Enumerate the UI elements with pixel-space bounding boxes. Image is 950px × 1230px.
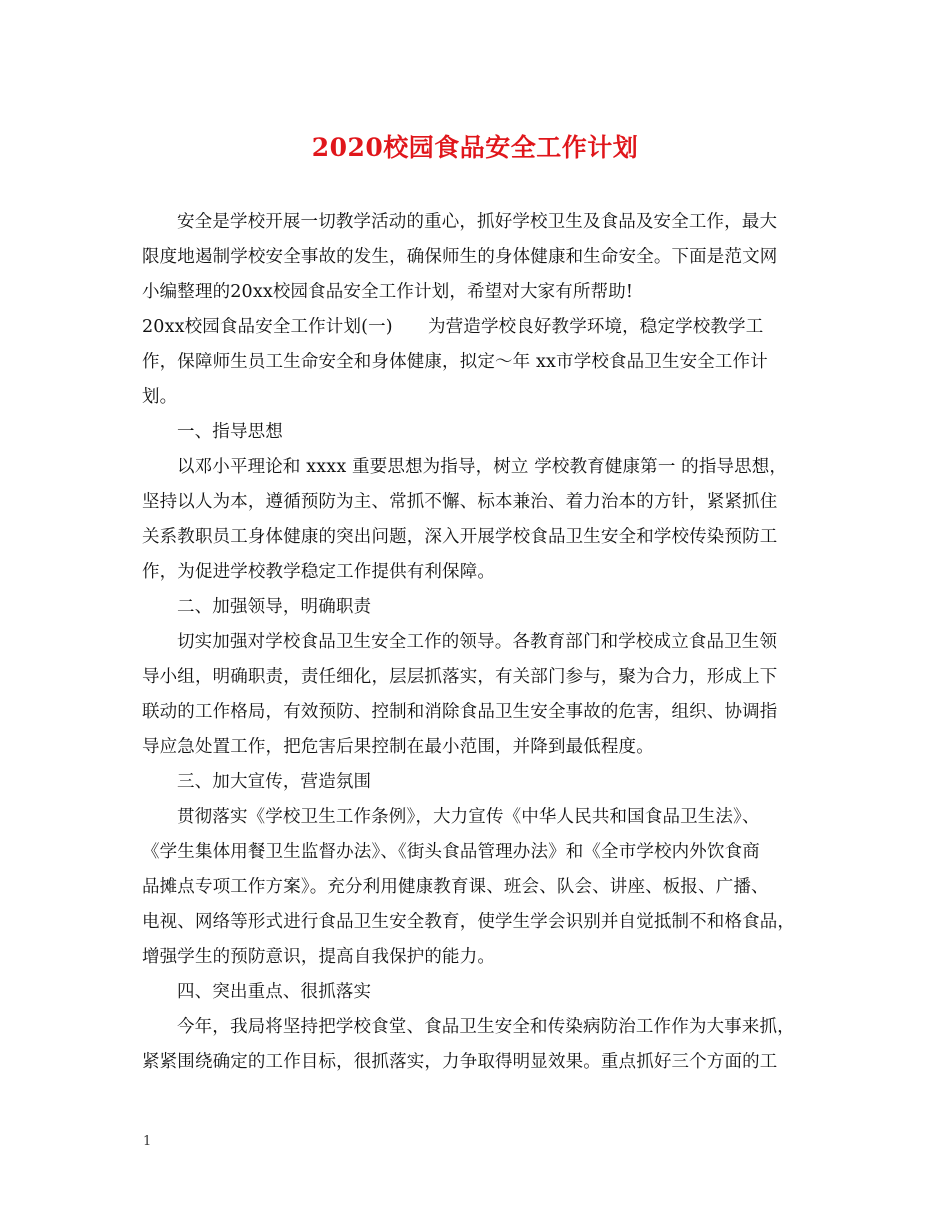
text-line: 切实加强对学校食品卫生安全工作的领导。各教育部门和学校成立食品卫生领 — [177, 632, 778, 652]
text-line: 作，保障师生员工生命安全和身体健康，拟定～年 xx市学校食品卫生安全工作计 — [142, 352, 768, 372]
text-line: 一、指导思想 — [177, 422, 283, 442]
text-line: 《学生集体用餐卫生监督办法》、《街头食品管理办法》和《全市学校内外饮食商 — [142, 842, 760, 862]
text-line: 品摊点专项工作方案》。充分利用健康教育课、班会、队会、讲座、板报、广播、 — [142, 877, 769, 897]
text-line: 坚持以人为本，遵循预防为主、常抓不懈、标本兼治、着力治本的方针，紧紧抓住 — [142, 492, 778, 512]
text-line: 四、突出重点、很抓落实 — [177, 982, 372, 1002]
text-line: 20xx校园食品安全工作计划(一) 为营造学校良好教学环境，稳定学校教学工 — [142, 317, 764, 337]
text-line: 联动的工作格局，有效预防、控制和消除食品卫生安全事故的危害，组织、协调指 — [142, 702, 778, 722]
text-line: 导应急处置工作，把危害后果控制在最小范围，并降到最低程度。 — [142, 737, 654, 757]
text-line: 作，为促进学校教学稳定工作提供有利保障。 — [142, 562, 495, 582]
text-line: 限度地遏制学校安全事故的发生，确保师生的身体健康和生命安全。下面是范文网 — [142, 247, 778, 267]
text-line: 贯彻落实《学校卫生工作条例》，大力宣传《中华人民共和国食品卫生法》、 — [177, 807, 760, 827]
text-line: 导小组，明确职责，责任细化，层层抓落实，有关部门参与，聚为合力，形成上下 — [142, 667, 778, 687]
document-body — [142, 205, 822, 1080]
page-number: 1 — [143, 1134, 152, 1149]
text-line: 二、加强领导，明确职责 — [177, 597, 372, 617]
text-line: 增强学生的预防意识，提高自我保护的能力。 — [142, 947, 495, 967]
text-line: 电视、网络等形式进行食品卫生安全教育，使学生学会识别并自觉抵制不和格食品， — [142, 912, 796, 932]
text-line: 小编整理的20xx校园食品安全工作计划，希望对大家有所帮助! — [142, 282, 634, 302]
text-line: 安全是学校开展一切教学活动的重心，抓好学校卫生及食品及安全工作，最大 — [177, 212, 778, 232]
text-line: 划。 — [142, 387, 178, 407]
text-line: 关系教职员工身体健康的突出问题，深入开展学校食品卫生安全和学校传染预防工 — [142, 527, 778, 547]
text-line: 紧紧围绕确定的工作目标，很抓落实，力争取得明显效果。重点抓好三个方面的工 — [142, 1052, 778, 1072]
text-line: 三、加大宣传，营造氛围 — [177, 772, 372, 792]
document-title: 2020校园食品安全工作计划 — [311, 133, 639, 162]
text-line: 以邓小平理论和 xxxx 重要思想为指导，树立 学校教育健康第一 的指导思想， — [177, 457, 788, 477]
text-line: 今年，我局将坚持把学校食堂、食品卫生安全和传染病防治工作作为大事来抓， — [177, 1017, 795, 1037]
